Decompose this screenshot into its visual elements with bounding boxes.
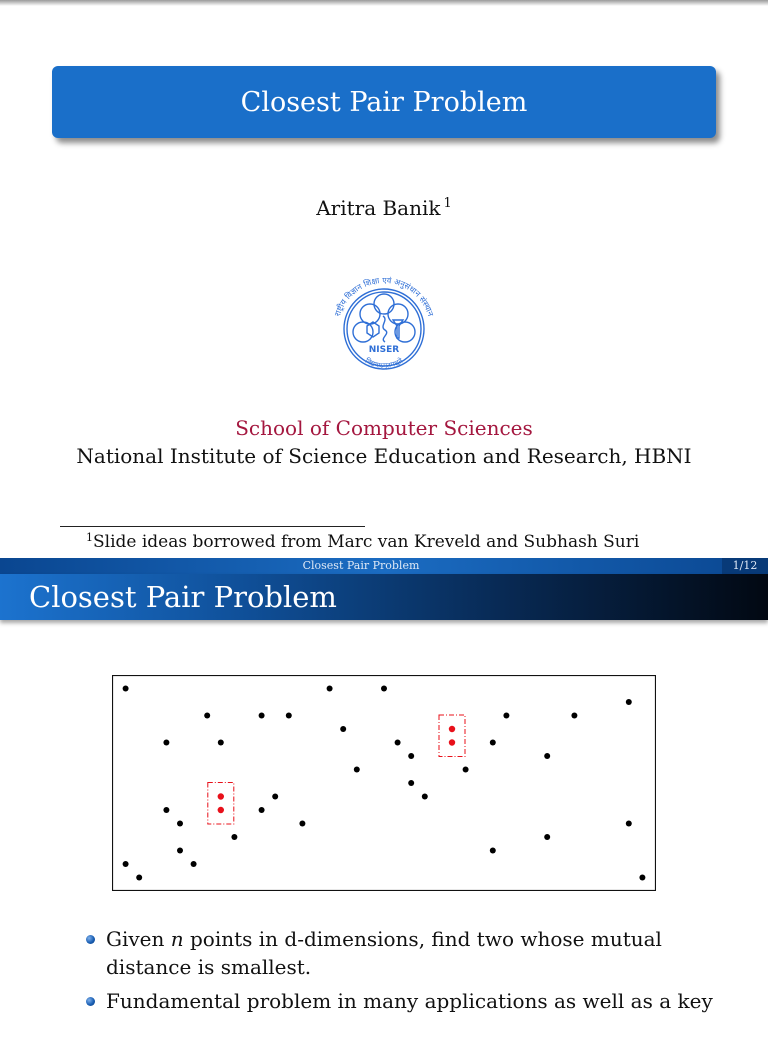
data-point [163, 807, 169, 813]
slide-title-box [52, 66, 716, 138]
nav-bar [0, 558, 768, 574]
logo-center-text: NISER [368, 345, 400, 355]
bullet-item [86, 925, 726, 981]
footnote-mark: 1 [86, 531, 93, 544]
svg-text:विद्ययाऽमृतमश्नुते [364, 355, 405, 369]
data-point [544, 834, 550, 840]
bullet-dot-icon [86, 935, 95, 944]
data-point [544, 753, 550, 759]
data-point [177, 848, 183, 854]
institute-name: National Institute of Science Education and Research, HBNI [76, 444, 692, 468]
bullet-text-run: Given [106, 927, 171, 951]
data-point [639, 875, 645, 881]
page-counter: 1/12 [722, 558, 768, 574]
bullet-line: distance is smallest. [106, 955, 312, 979]
author-line [0, 196, 768, 220]
data-point [123, 686, 129, 692]
bullet-line [106, 927, 662, 951]
data-point [259, 713, 265, 719]
closest-pair-box [208, 783, 234, 825]
data-point [218, 740, 224, 746]
bullet-text [106, 925, 746, 981]
data-point [231, 834, 237, 840]
data-point [163, 740, 169, 746]
data-point [422, 794, 428, 800]
data-point [177, 821, 183, 827]
bullet-dot-icon [86, 997, 95, 1006]
data-point [503, 713, 509, 719]
data-point [463, 767, 469, 773]
data-point [571, 713, 577, 719]
logo-bottom-text: विद्ययाऽमृतमश्नुते [363, 356, 405, 370]
data-point [272, 794, 278, 800]
nav-title[interactable]: Closest Pair Problem [302, 559, 420, 572]
author-name: Aritra Banik [316, 196, 441, 220]
frame-title-bar [0, 574, 768, 620]
footnote-rule [60, 526, 365, 527]
bullet-item [86, 987, 726, 1043]
data-point [381, 686, 387, 692]
data-point [191, 861, 197, 867]
slide-title: Closest Pair Problem [240, 86, 528, 118]
data-point [354, 767, 360, 773]
niser-logo-icon [323, 268, 445, 390]
data-point [299, 821, 305, 827]
data-point [490, 848, 496, 854]
logo-top-text: राष्ट्रीय विज्ञान शिक्षा एवं अनुसंधान संस्थान [332, 275, 436, 318]
point-set-plot [112, 675, 656, 891]
bullet-text-run: points in d-dimensions, find two whose mutual [183, 927, 662, 951]
page-top-shadow [0, 0, 768, 6]
bullet-line: Fundamental problem in many applications as well as a key [106, 989, 713, 1013]
math-var-n: n [170, 927, 184, 951]
data-point [327, 686, 333, 692]
frame-title: Closest Pair Problem [29, 580, 337, 614]
data-point [286, 713, 292, 719]
data-point [408, 780, 414, 786]
data-point [136, 875, 142, 881]
data-point [259, 807, 265, 813]
closest-pair-box [439, 715, 465, 757]
data-point [204, 713, 210, 719]
data-point [340, 726, 346, 732]
data-point [123, 861, 129, 867]
closest-pair-point [449, 726, 455, 732]
footnote [86, 531, 639, 552]
bullet-text [106, 987, 746, 1015]
data-point [626, 821, 632, 827]
data-point [626, 699, 632, 705]
data-point [490, 740, 496, 746]
school-name: School of Computer Sciences [235, 416, 533, 440]
footnote-text: Slide ideas borrowed from Marc van Kreveld and Subhash Suri [93, 532, 640, 552]
data-point [408, 753, 414, 759]
data-point [395, 740, 401, 746]
author-footnote-mark: 1 [443, 196, 452, 211]
closest-pair-point [218, 807, 224, 813]
closest-pair-point [218, 793, 224, 799]
closest-pair-point [449, 739, 455, 745]
figure-frame [113, 676, 656, 891]
closest-pair-figure [112, 675, 656, 891]
